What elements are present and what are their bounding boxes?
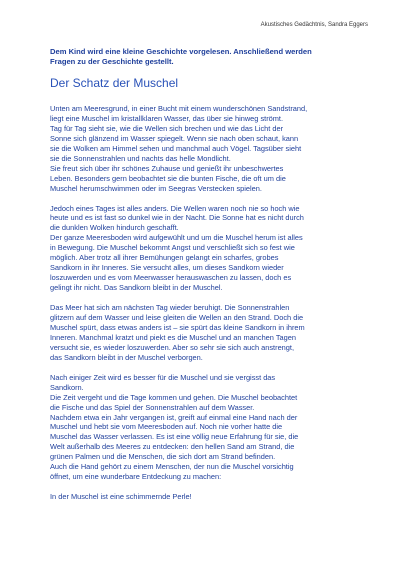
running-header: Akustisches Gedächtnis, Sandra Eggers	[260, 22, 368, 28]
text-line: die Fische und das Spiel der Sonnenstrahlen auf dem Wasser.	[50, 402, 255, 412]
story-body	[50, 104, 370, 502]
intro-instructions	[50, 47, 370, 67]
text-line: Nach einiger Zeit wird es besser für die Muschel und sie vergisst das	[50, 372, 276, 382]
text-line: Sandkorn.	[50, 382, 84, 392]
text-line: versucht sie, es wieder loszuwerden. Aber so sehr sie sich auch anstrengt,	[50, 342, 295, 352]
text-line: Muschel und hebt sie vom Meeresboden auf. Noch nie vorher hatte die	[50, 422, 283, 432]
intro-line: Dem Kind wird eine kleine Geschichte vorgelesen. Anschließend werden	[50, 47, 312, 56]
text-line: Das Meer hat sich am nächsten Tag wieder beruhigt. Die Sonnenstrahlen	[50, 303, 290, 313]
story-paragraph-3	[50, 303, 370, 363]
text-line: Tag für Tag sieht sie, wie die Wellen sich brechen und wie das Licht der	[50, 123, 284, 133]
text-line: Sonne sich glänzend im Wasser spiegelt. Wenn sie nach oben schaut, kann	[50, 133, 299, 143]
text-line: glitzern auf dem Wasser und leise gleiten die Wellen an den Strand. Doch die	[50, 312, 304, 322]
story-paragraph-4	[50, 373, 370, 482]
text-line: öffnet, um eine wunderbare Entdeckung zu machen:	[50, 472, 222, 482]
text-line: Sandkorn in ihr Inneres. Sie versucht alles, um dieses Sandkorn wieder	[50, 263, 284, 273]
text-line: in Bewegung. Die Muschel bekommt Angst und verschließt sich so fest wie	[50, 243, 295, 253]
text-line: die dunklen Wolken hindurch geschafft.	[50, 223, 179, 233]
text-line: Muschel das Wasser verlassen. Es ist eine völlig neue Erfahrung für sie, die	[50, 432, 299, 442]
text-line: Die Zeit vergeht und die Tage kommen und gehen. Die Muschel beobachtet	[50, 392, 298, 402]
text-line: Inneren. Manchmal kratzt und piekt es die Muschel und an manchen Tagen	[50, 332, 296, 342]
text-line: sie die Wolken am Himmel sehen und manchmal auch Vögel. Tagsüber sieht	[50, 143, 302, 153]
text-line: Auch die Hand gehört zu einem Menschen, der nun die Muschel vorsichtig	[50, 462, 294, 472]
intro-line: Fragen zu der Geschichte gestellt.	[50, 56, 174, 66]
text-line: Nachdem etwa ein Jahr vergangen ist, greift auf einmal eine Hand nach der	[50, 412, 298, 422]
text-line: Muschel spürt, dass etwas anders ist – sie spürt das kleine Sandkorn in ihrem	[50, 322, 305, 332]
text-line: loszuwerden und es vom Meerwasser herauswaschen zu lassen, doch es	[50, 273, 292, 283]
text-line: In der Muschel ist eine schimmernde Perle!	[50, 492, 192, 502]
story-closing-line	[50, 492, 370, 502]
text-line: Welt außerhalb des Meeres zu entdecken: den hellen Sand am Strand, die	[50, 442, 295, 452]
text-line: das Sandkorn bleibt in der Muschel verborgen.	[50, 352, 203, 362]
text-line: Muschel herumschwimmen oder im Seegras Verstecken spielen.	[50, 183, 262, 193]
story-paragraph-1	[50, 104, 370, 194]
text-line: sie die Sonnenstrahlen und nachts das helle Mondlicht.	[50, 153, 231, 163]
text-line: möglich. Aber trotz all ihrer Bemühungen gelangt ein scharfes, grobes	[50, 253, 279, 263]
story-title: Der Schatz der Muschel	[50, 76, 179, 90]
text-line: liegt eine Muschel im kristallklaren Wasser, das über sie hinweg strömt.	[50, 113, 284, 123]
text-line: Jedoch eines Tages ist alles anders. Die Wellen waren noch nie so hoch wie	[50, 203, 300, 213]
text-line: Sie freut sich über ihr schönes Zuhause und genießt ihr unbeschwertes	[50, 163, 284, 173]
story-paragraph-2	[50, 204, 370, 294]
text-line: heute und es ist fast so dunkel wie in der Nacht. Die Sonne hat es nicht durch	[50, 213, 304, 223]
text-line: gelingt ihr nicht. Das Sandkorn bleibt in der Muschel.	[50, 283, 223, 293]
text-line: grünen Palmen und die Menschen, die sich dort am Strand befinden.	[50, 452, 276, 462]
text-line: Der ganze Meeresboden wird aufgewühlt und um die Muschel herum ist alles	[50, 233, 303, 243]
text-line: Unten am Meeresgrund, in einer Bucht mit einem wunderschönen Sandstrand,	[50, 104, 308, 113]
text-line: Leben. Besonders gern beobachtet sie die bunten Fische, die oft um die	[50, 173, 286, 183]
